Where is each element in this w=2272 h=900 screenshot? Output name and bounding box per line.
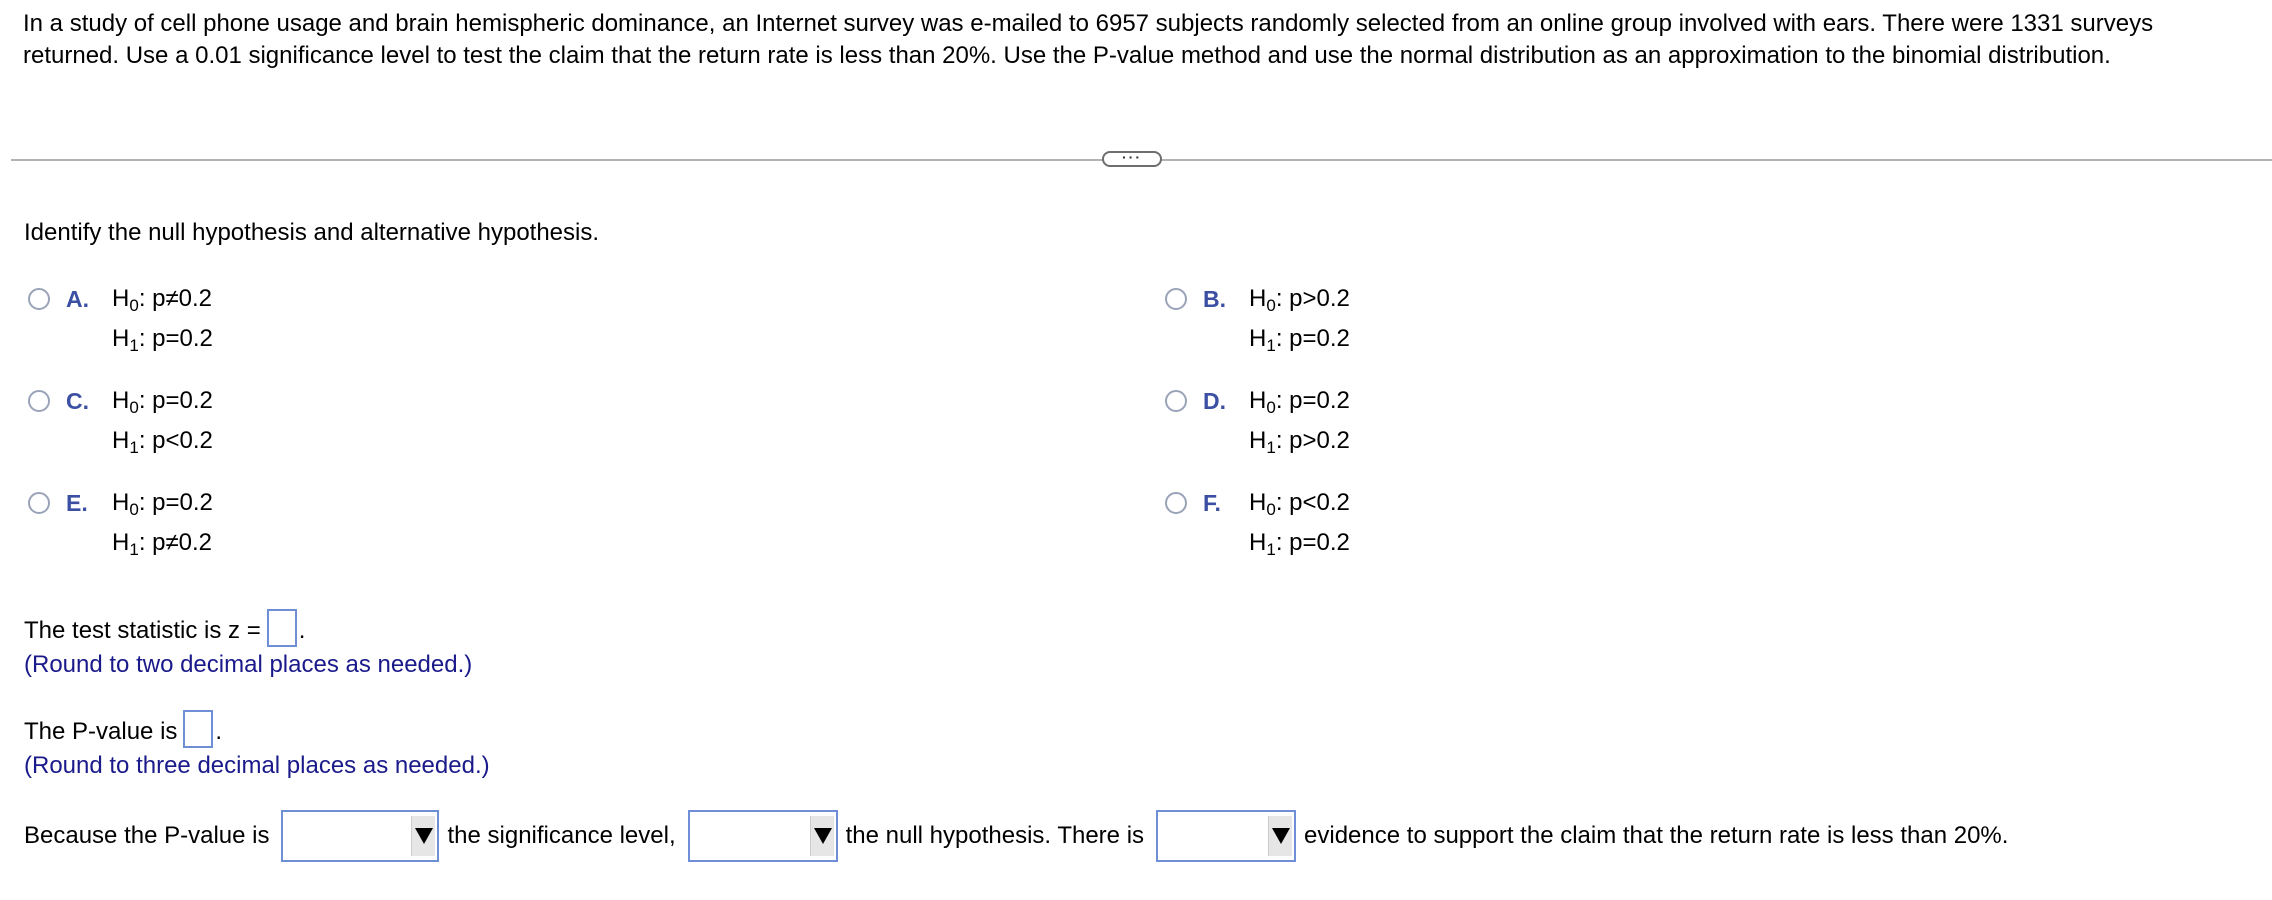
reject-decision-select[interactable]	[688, 810, 838, 862]
more-options-button[interactable]: ···	[1102, 151, 1162, 167]
question-instruction: Identify the null hypothesis and alternative hypothesis.	[24, 219, 600, 246]
test-statistic-input[interactable]	[267, 609, 297, 647]
option-c-alt-hypothesis: $H_1$: p<0.2	[112, 427, 213, 457]
test-statistic-line: The test statistic is z = .	[24, 609, 305, 648]
option-a-null-hypothesis: $H_0$: p≠0.2	[112, 285, 213, 315]
conclusion-text-3: the null hypothesis. There is	[845, 822, 1145, 849]
option-c[interactable]	[28, 382, 628, 457]
option-c-letter: C.	[66, 388, 89, 414]
option-c-radio[interactable]	[28, 390, 50, 412]
conclusion-text-2: the significance level,	[447, 822, 676, 849]
test-statistic-hint: (Round to two decimal places as needed.)	[24, 651, 473, 678]
option-a-alt-hypothesis: $H_1$: p=0.2	[112, 325, 213, 355]
dropdown-arrow-icon	[415, 828, 433, 844]
p-value-hint: (Round to three decimal places as needed.)	[24, 752, 490, 779]
option-f-null-hypothesis: $H_0$: p<0.2	[1249, 489, 1350, 519]
p-value-line: The P-value is .	[24, 710, 222, 749]
option-d-radio[interactable]	[1165, 390, 1187, 412]
conclusion-text-1: Because the P-value is	[24, 822, 270, 849]
option-d[interactable]	[1165, 382, 1765, 457]
option-e-letter: E.	[66, 490, 88, 516]
option-f-radio[interactable]	[1165, 492, 1187, 514]
option-b-letter: B.	[1203, 286, 1226, 312]
dropdown-arrow-icon	[814, 828, 832, 844]
option-a-radio[interactable]	[28, 288, 50, 310]
option-a[interactable]	[28, 280, 628, 355]
option-e-null-hypothesis: $H_0$: p=0.2	[112, 489, 213, 519]
option-b-alt-hypothesis: $H_1$: p=0.2	[1249, 325, 1350, 355]
option-b-radio[interactable]	[1165, 288, 1187, 310]
option-f-letter: F.	[1203, 490, 1221, 516]
option-d-null-hypothesis: $H_0$: p=0.2	[1249, 387, 1350, 417]
p-value-input[interactable]	[183, 710, 213, 748]
option-d-letter: D.	[1203, 388, 1226, 414]
option-d-alt-hypothesis: $H_1$: p>0.2	[1249, 427, 1350, 457]
option-b-null-hypothesis: $H_0$: p>0.2	[1249, 285, 1350, 315]
pvalue-comparison-select[interactable]	[281, 810, 439, 862]
problem-statement: In a study of cell phone usage and brain hemispheric dominance, an Internet survey was e-mailed to 6957 subjects randomly selected from an online group involved with ears. There were 1331 surveys returned. Use a 0.01 significance level to test the claim that the return rate is less than 20%. Use the P-value method and use the normal distribution as an approximation to the binomial distribution.	[23, 10, 2154, 69]
option-c-null-hypothesis: $H_0$: p=0.2	[112, 387, 213, 417]
option-f-alt-hypothesis: $H_1$: p=0.2	[1249, 529, 1350, 559]
p-value-label: The P-value is	[24, 718, 178, 745]
option-a-letter: A.	[66, 286, 89, 312]
option-b[interactable]	[1165, 280, 1765, 355]
conclusion-line	[24, 808, 2008, 864]
test-statistic-label: The test statistic is z =	[24, 617, 261, 644]
option-e[interactable]	[28, 484, 628, 559]
option-e-radio[interactable]	[28, 492, 50, 514]
option-e-alt-hypothesis: $H_1$: p≠0.2	[112, 529, 213, 559]
option-f[interactable]	[1165, 484, 1765, 559]
dropdown-arrow-icon	[1272, 828, 1290, 844]
conclusion-text-4: evidence to support the claim that the return rate is less than 20%.	[1304, 822, 2009, 849]
evidence-select[interactable]	[1156, 810, 1296, 862]
